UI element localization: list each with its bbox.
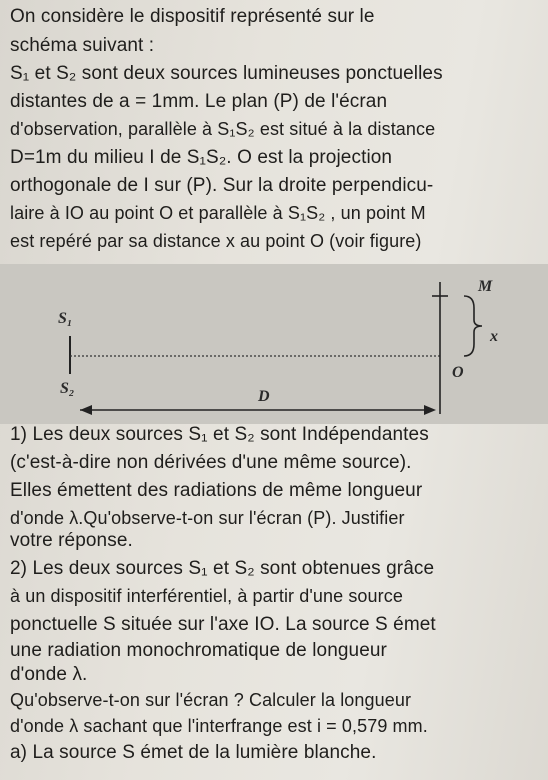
intro-line: S₁ et S₂ sont deux sources lumineuses ponctuelles (10, 63, 443, 84)
label-s1: S₁ (58, 310, 73, 327)
intro-line: laire à IO au point O et parallèle à S₁S₂ , un point M (10, 203, 426, 223)
question-line: 1) Les deux sources S₁ et S₂ sont Indépendantes (10, 424, 429, 445)
question-line: d'onde λ. (10, 664, 88, 685)
question-line: d'onde λ sachant que l'interfrange est i = 0,579 mm. (10, 716, 428, 736)
intro-line: D=1m du milieu I de S₁S₂. O est la projection (10, 147, 393, 168)
question-line: d'onde λ.Qu'observe-t-on sur l'écran (P). Justifier (10, 508, 405, 528)
question-line: Elles émettent des radiations de même longueur (10, 480, 423, 501)
question-line: ponctuelle S située sur l'axe IO. La source S émet (10, 614, 436, 635)
intro-line: On considère le dispositif représenté sur le (10, 6, 375, 27)
x-brace (464, 296, 482, 356)
question-line: Qu'observe-t-on sur l'écran ? Calculer la longueur (10, 690, 412, 710)
question-line: (c'est-à-dire non dérivées d'une même source). (10, 452, 412, 473)
intro-line: schéma suivant : (10, 35, 155, 56)
label-m: M (478, 278, 493, 295)
label-x: x (490, 328, 498, 345)
arrow-head-right (424, 405, 436, 415)
label-o: O (452, 364, 464, 381)
question-line: a) La source S émet de la lumière blanche. (10, 742, 377, 763)
label-d: D (258, 388, 270, 405)
intro-line: d'observation, parallèle à S₁S₂ est situé à la distance (10, 119, 436, 139)
question-line: une radiation monochromatique de longueur (10, 640, 387, 661)
intro-line: est repéré par sa distance x au point O (voir figure) (10, 231, 422, 251)
arrow-head-left (80, 405, 92, 415)
young-slits-figure (0, 264, 548, 424)
question-line: votre réponse. (10, 530, 133, 551)
question-line: à un dispositif interférentiel, à partir d'une source (10, 586, 403, 606)
figure-drawing (0, 264, 548, 424)
question-line: 2) Les deux sources S₁ et S₂ sont obtenues grâce (10, 558, 435, 579)
label-s2: S₂ (60, 380, 75, 397)
intro-line: distantes de a = 1mm. Le plan (P) de l'écran (10, 91, 388, 112)
intro-line: orthogonale de I sur (P). Sur la droite perpendicu- (10, 175, 434, 196)
